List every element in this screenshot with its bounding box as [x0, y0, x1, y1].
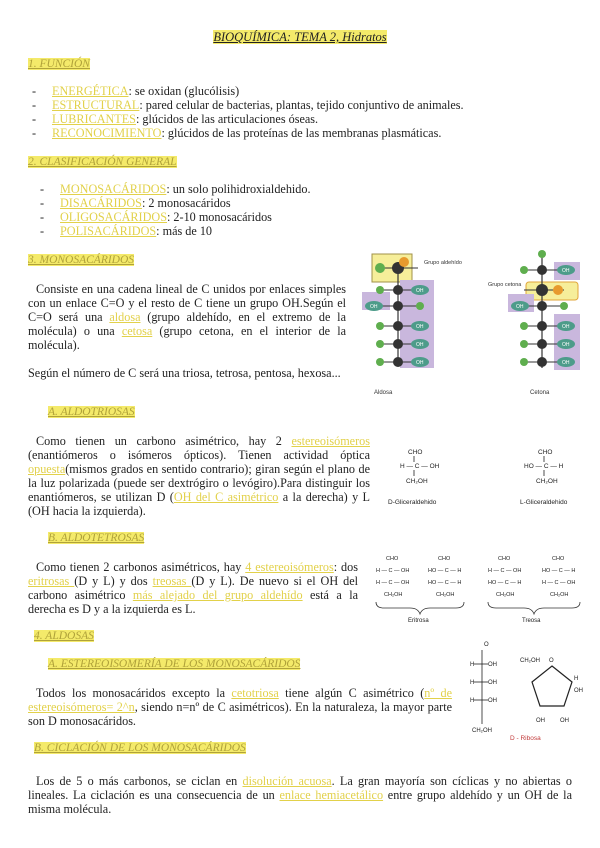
svg-text:CH₂OH: CH₂OH	[472, 728, 492, 734]
svg-text:Grupo cetona: Grupo cetona	[488, 282, 522, 288]
svg-text:HO — C — H: HO — C — H	[428, 568, 462, 574]
svg-text:H — C — OH: H — C — OH	[376, 568, 410, 574]
svg-text:H — C — OH: H — C — OH	[400, 463, 440, 470]
svg-text:L-Gliceraldehido: L-Gliceraldehido	[520, 499, 568, 506]
svg-text:H: H	[470, 662, 475, 668]
svg-text:H: H	[574, 676, 579, 682]
svg-text:CHO: CHO	[408, 449, 423, 456]
svg-text:CHO: CHO	[552, 556, 565, 562]
l-gliceraldehido	[520, 449, 568, 506]
svg-text:Aldosa: Aldosa	[374, 390, 393, 396]
ribosa-label: D - Ribosa	[510, 735, 541, 742]
svg-text:O: O	[484, 642, 489, 648]
svg-text:OH: OH	[536, 718, 545, 724]
svg-text:CH₂OH: CH₂OH	[496, 592, 515, 598]
svg-text:OH: OH	[562, 268, 570, 274]
svg-text:CH₂OH: CH₂OH	[384, 592, 403, 598]
svg-text:OH: OH	[562, 342, 570, 348]
svg-text:CH₂OH: CH₂OH	[550, 592, 569, 598]
svg-text:CHO: CHO	[386, 556, 399, 562]
svg-text:H — C — OH: H — C — OH	[376, 580, 410, 586]
svg-text:CHO: CHO	[538, 449, 553, 456]
term-aldosa: aldosa	[109, 310, 141, 324]
svg-text:OH: OH	[562, 360, 570, 366]
svg-text:H: H	[470, 680, 475, 686]
svg-text:OH: OH	[416, 288, 424, 294]
list-item: - RECONOCIMIENTO: glúcidos de las proteínas de las membranas plasmáticas.	[32, 126, 442, 140]
svg-text:OH: OH	[488, 662, 497, 668]
aldotetrosas-paragraph: Como tienen 2 carbonos asimétricos, hay 4 estereoisómeros: dos eritrosas (D y L) y dos treosas (D y L). De nuevo si el OH del carbono asimétrico más alejado del grupo aldehído está a la derecha es D y a la izquierda es L.	[28, 560, 359, 616]
section-2-list	[40, 182, 540, 238]
list-item: - ESTRUCTURAL: pared celular de bacterias, plantas, tejido conjuntivo de animales.	[32, 98, 464, 112]
svg-text:OH: OH	[560, 718, 569, 724]
cetona-structure	[488, 250, 580, 396]
svg-text:OH: OH	[416, 324, 424, 330]
tetrosas-diagram	[372, 552, 592, 626]
ciclacion-paragraph: Los de 5 o más carbonos, se ciclan en disolución acuosa. La gran mayoría son cíclicas y no abiertas o lineales. La ciclación es una consecuencia de un enlace hemiacetálico entre grupo aldehído y un OH de la misma molécula.	[28, 774, 572, 816]
svg-text:CH₂OH: CH₂OH	[520, 658, 540, 664]
svg-text:CHO: CHO	[438, 556, 451, 562]
list-item: - ENERGÉTICA: se oxidan (glucólisis)	[32, 84, 240, 98]
ciclacion-heading: B. CICLACIÓN DE LOS MONOSACÁRIDOS	[34, 742, 246, 754]
ribosa-linear	[470, 642, 497, 734]
svg-text:HO — C — H: HO — C — H	[428, 580, 462, 586]
list-item: - MONOSACÁRIDOS: un solo polihidroxialdehido.	[40, 182, 311, 196]
treosa-l	[542, 556, 575, 598]
eritrosa-l	[428, 556, 461, 598]
svg-text:OH: OH	[370, 304, 378, 310]
term-cetosa: cetosa	[121, 324, 153, 338]
svg-text:HO — C — H: HO — C — H	[542, 568, 576, 574]
list-item: - POLISACÁRIDOS: más de 10	[40, 224, 213, 238]
page-title-row	[0, 28, 600, 46]
aldotetrosas-heading: B. ALDOTETROSAS	[48, 532, 145, 544]
svg-text:CH₂OH: CH₂OH	[406, 478, 428, 485]
svg-text:OH: OH	[488, 680, 497, 686]
monosacaridos-paragraph: Consiste en una cadena lineal de C unidos por enlaces simples con un enlace C=O y el resto de C tiene un grupo OH.Según el C=O será una aldosa (grupo aldehído, en el extremo de la molécula) o una cetosa (grupo cetona, en el interior de la molécula).	[28, 282, 346, 352]
svg-text:OH: OH	[574, 688, 583, 694]
section-1-list	[32, 84, 572, 140]
ribosa-diagram	[454, 638, 590, 742]
carbon-count-paragraph: Según el número de C será una triosa, tetrosa, pentosa, hexosa...	[28, 366, 341, 380]
svg-text:Grupo aldehído: Grupo aldehído	[424, 260, 462, 266]
treosa-d	[488, 556, 521, 598]
svg-text:HO — C — H: HO — C — H	[488, 580, 522, 586]
svg-text:CHO: CHO	[498, 556, 511, 562]
svg-text:H: H	[470, 698, 475, 704]
aldotriosas-heading: A. ALDOTRIOSAS	[48, 406, 135, 418]
section-3-heading: 3. MONOSACÁRIDOS	[28, 254, 135, 266]
section-4-heading: 4. ALDOSAS	[34, 630, 94, 642]
page-title: BIOQUÍMICA: TEMA 2, Hidratos	[213, 30, 387, 44]
eritrosa-d	[376, 556, 409, 598]
section-2-heading: 2. CLASIFICACIÓN GENERAL	[28, 156, 177, 168]
aldosa-structure	[362, 254, 462, 396]
list-item: - LUBRICANTES: glúcidos de las articulaciones óseas.	[32, 112, 319, 126]
list-item: - DISACÁRIDOS: 2 monosacáridos	[40, 196, 231, 210]
d-gliceraldehido	[388, 449, 440, 506]
svg-text:OH: OH	[416, 360, 424, 366]
svg-text:H — C — OH: H — C — OH	[488, 568, 522, 574]
svg-text:D-Gliceraldehido: D-Gliceraldehido	[388, 499, 437, 506]
svg-text:CH₂OH: CH₂OH	[436, 592, 455, 598]
svg-text:Cetona: Cetona	[530, 390, 550, 396]
aldosa-cetona-diagram	[358, 248, 590, 400]
svg-text:CH₂OH: CH₂OH	[536, 478, 558, 485]
ribosa-ring	[520, 658, 583, 724]
estereoisomeria-heading: A. ESTEREOISOMERÍA DE LOS MONOSACÁRIDOS	[48, 658, 301, 670]
svg-text:H — C — OH: H — C — OH	[542, 580, 576, 586]
list-item: - OLIGOSACÁRIDOS: 2-10 monosacáridos	[40, 210, 272, 224]
svg-text:OH: OH	[416, 342, 424, 348]
section-1-heading: 1. FUNCIÓN	[28, 58, 90, 70]
gliceraldehido-diagram	[386, 446, 576, 508]
aldotriosas-paragraph: Como tienen un carbono asimétrico, hay 2 estereoisómeros (enantiómeros o isómeros ópticos). Tienen actividad óptica opuesta(mismos grados en sentido contrario); giran según el plano de la luz polarizada (puede ser dextrógiro o levógiro).Para distinguir los enantiómeros, se utilizan D (OH del C asimétrico a la derecha) y L (OH hacia la izquierda).	[28, 434, 370, 518]
estereoisomeria-paragraph: Todos los monosacáridos excepto la cetotriosa tiene algún C asimétrico (nº de estereoisómeros= 2^n, siendo n=nº de C asimétricos). En la naturaleza, la mayor parte son D monosacáridos.	[28, 686, 452, 728]
svg-text:O: O	[549, 658, 554, 664]
svg-text:Treosa: Treosa	[522, 618, 541, 624]
svg-text:OH: OH	[516, 304, 524, 310]
svg-text:OH: OH	[488, 698, 497, 704]
svg-text:HO — C — H: HO — C — H	[524, 463, 564, 470]
svg-text:Eritrosa: Eritrosa	[408, 618, 429, 624]
svg-text:OH: OH	[562, 324, 570, 330]
